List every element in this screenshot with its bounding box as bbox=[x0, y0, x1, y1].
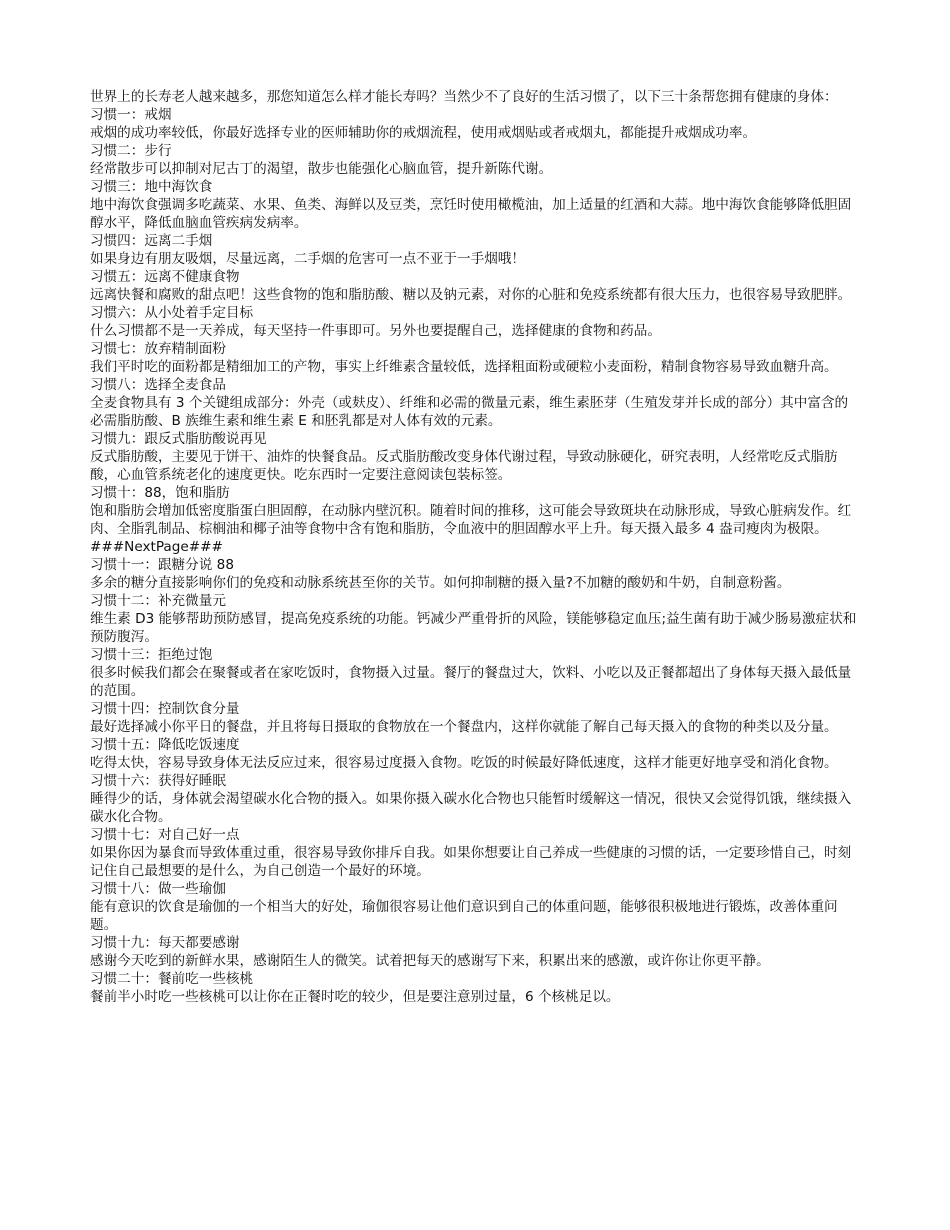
habit-10-heading: 习惯十：88，饱和脂肪 bbox=[90, 485, 230, 501]
habit-12-text: 维生素 D3 能够帮助预防感冒，提高免疫系统的功能。钙减少严重骨折的风险，镁能够稳定血压;益生菌有助于减少肠易激症状和预防腹泻。 bbox=[90, 611, 857, 645]
habit-5-heading: 习惯五：远离不健康食物 bbox=[90, 269, 240, 285]
habit-16-text: 睡得少的话，身体就会渴望碳水化合物的摄入。如果你摄入碳水化合物也只能暂时缓解这一情况，很快又会觉得饥饿，继续摄入碳水化合物。 bbox=[90, 791, 852, 825]
habit-19-heading: 习惯十九：每天都要感谢 bbox=[90, 935, 240, 951]
habit-7-heading: 习惯七：放弃精制面粉 bbox=[90, 341, 226, 357]
document-body bbox=[90, 88, 860, 1006]
habit-11-heading: 习惯十一：跟糖分说 88 bbox=[90, 557, 234, 573]
habit-9-heading: 习惯九：跟反式脂肪酸说再见 bbox=[90, 431, 267, 447]
habit-12-heading: 习惯十二：补充微量元 bbox=[90, 593, 226, 609]
habit-10-text: 饱和脂肪会增加低密度脂蛋白胆固醇，在动脉内壁沉积。随着时间的推移，这可能会导致斑块在动脉形成，导致心脏病发作。红肉、全脂乳制品、棕榈油和椰子油等食物中含有饱和脂肪，令血液中的胆固醇水平上升。每天摄入最多 4 盎司瘦肉为极限。 bbox=[90, 503, 852, 537]
habit-16-heading: 习惯十六：获得好睡眠 bbox=[90, 773, 226, 789]
habit-17-text: 如果你因为暴食而导致体重过重，很容易导致你排斥自我。如果你想要让自己养成一些健康的习惯的话，一定要珍惜自己，时刻记住自己最想要的是什么，为自己创造一个最好的环境。 bbox=[90, 845, 852, 879]
habit-6-text: 什么习惯都不是一天养成，每天坚持一件事即可。另外也要提醒自己，选择健康的食物和药品。 bbox=[90, 323, 661, 339]
page-break-marker: ###NextPage### bbox=[90, 539, 223, 555]
habit-1-text: 戒烟的成功率较低，你最好选择专业的医师辅助你的戒烟流程，使用戒烟贴或者戒烟丸，都能提升戒烟成功率。 bbox=[90, 125, 757, 141]
habit-18-heading: 习惯十八：做一些瑜伽 bbox=[90, 881, 226, 897]
habit-14-text: 最好选择减小你平日的餐盘，并且将每日摄取的食物放在一个餐盘内，这样你就能了解自己每天摄入的食物的种类以及分量。 bbox=[90, 719, 838, 735]
habit-1-heading: 习惯一：戒烟 bbox=[90, 107, 172, 123]
habit-7-text: 我们平时吃的面粉都是精细加工的产物，事实上纤维素含量较低，选择粗面粉或硬粒小麦面粉，精制食物容易导致血糖升高。 bbox=[90, 359, 838, 375]
habit-9-text: 反式脂肪酸，主要见于饼干、油炸的快餐食品。反式脂肪酸改变身体代谢过程，导致动脉硬化，研究表明，人经常吃反式脂肪酸，心血管系统老化的速度更快。吃东西时一定要注意阅读包装标签。 bbox=[90, 449, 838, 483]
habit-20-heading: 习惯二十：餐前吃一些核桃 bbox=[90, 971, 254, 987]
habit-4-text: 如果身边有朋友吸烟，尽量远离，二手烟的危害可一点不亚于一手烟哦！ bbox=[90, 251, 525, 267]
habit-13-text: 很多时候我们都会在聚餐或者在家吃饭时，食物摄入过量。餐厅的餐盘过大，饮料、小吃以及正餐都超出了身体每天摄入最低量的范围。 bbox=[90, 665, 852, 699]
habit-2-text: 经常散步可以抑制对尼古丁的渴望，散步也能强化心脑血管，提升新陈代谢。 bbox=[90, 161, 553, 177]
habit-11-text: 多余的糖分直接影响你们的免疫和动脉系统甚至你的关节。如何抑制糖的摄入量?不加糖的酸奶和牛奶，自制意粉酱。 bbox=[90, 575, 791, 591]
habit-18-text: 能有意识的饮食是瑜伽的一个相当大的好处，瑜伽很容易让他们意识到自己的体重问题，能够很积极地进行锻炼，改善体重问题。 bbox=[90, 899, 838, 933]
habit-5-text: 远离快餐和腐败的甜点吧！这些食物的饱和脂肪酸、糖以及钠元素，对你的心脏和免疫系统都有很大压力，也很容易导致肥胖。 bbox=[90, 287, 852, 303]
habit-20-text: 餐前半小时吃一些核桃可以让你在正餐时吃的较少，但是要注意别过量，6 个核桃足以。 bbox=[90, 989, 620, 1005]
habit-2-heading: 习惯二：步行 bbox=[90, 143, 172, 159]
habit-14-heading: 习惯十四：控制饮食分量 bbox=[90, 701, 240, 717]
habit-17-heading: 习惯十七：对自己好一点 bbox=[90, 827, 240, 843]
intro-paragraph: 世界上的长寿老人越来越多，那您知道怎么样才能长寿吗？当然少不了良好的生活习惯了，以下三十条帮您拥有健康的身体： bbox=[90, 89, 838, 105]
habit-3-heading: 习惯三：地中海饮食 bbox=[90, 179, 213, 195]
habit-3-text: 地中海饮食强调多吃蔬菜、水果、鱼类、海鲜以及豆类，烹饪时使用橄榄油，加上适量的红酒和大蒜。地中海饮食能够降低胆固醇水平，降低血脑血管疾病发病率。 bbox=[90, 197, 852, 231]
habit-19-text: 感谢今天吃到的新鲜水果，感谢陌生人的微笑。试着把每天的感谢写下来，积累出来的感激，或许你让你更平静。 bbox=[90, 953, 770, 969]
habit-6-heading: 习惯六：从小处着手定目标 bbox=[90, 305, 254, 321]
habit-8-text: 全麦食物具有 3 个关键组成部分：外壳（或麸皮）、纤维和必需的微量元素，维生素胚芽（生殖发芽并长成的部分）其中富含的必需脂肪酸、B 族维生素和维生素 E 和胚乳都是对人体有效的元素。 bbox=[90, 395, 849, 429]
habit-15-heading: 习惯十五：降低吃饭速度 bbox=[90, 737, 240, 753]
habit-15-text: 吃得太快，容易导致身体无法反应过来，很容易过度摄入食物。吃饭的时候最好降低速度，这样才能更好地享受和消化食物。 bbox=[90, 755, 838, 771]
habit-8-heading: 习惯八：选择全麦食品 bbox=[90, 377, 226, 393]
habit-4-heading: 习惯四：远离二手烟 bbox=[90, 233, 213, 249]
habit-13-heading: 习惯十三：拒绝过饱 bbox=[90, 647, 213, 663]
